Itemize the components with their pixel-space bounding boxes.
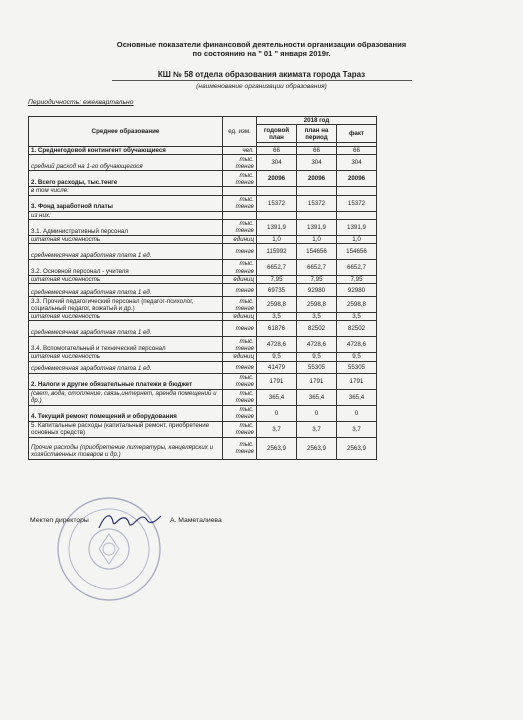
report-title: Основные показатели финансовой деятельности организации образования xyxy=(116,40,407,49)
row-value-v2 xyxy=(297,211,337,219)
row-label: (свет, вода, отопление, связь,интернет, аренда помещений и др.) xyxy=(29,389,223,405)
row-value-v1: 6652,7 xyxy=(257,260,297,276)
row-unit xyxy=(223,187,257,195)
row-label: среднемесячная заработная плата 1 ед. xyxy=(29,321,223,337)
row-unit: тыс. тенге xyxy=(223,337,257,353)
row-value-v3: 15372 xyxy=(337,195,377,211)
director-signature xyxy=(95,508,165,534)
row-label: средний расход на 1-го обучающегося xyxy=(29,155,223,171)
row-unit: тыс. тенге xyxy=(223,405,257,421)
row-label: 3. Фонд заработной платы xyxy=(29,195,223,211)
row-value-v3 xyxy=(337,211,377,219)
row-value-v2: 2598,8 xyxy=(297,297,337,313)
row-unit: тыс. тенге xyxy=(223,297,257,313)
row-label: в том числе: xyxy=(29,187,223,195)
report-date: по состоянию на " 01 " января 2019г. xyxy=(192,49,331,58)
row-value-v1: 1391,9 xyxy=(257,219,297,235)
row-value-v2: 92980 xyxy=(297,284,337,297)
row-value-v2: 365,4 xyxy=(297,389,337,405)
row-unit: тыс. тенге xyxy=(223,155,257,171)
row-value-v3: 9,5 xyxy=(337,353,377,361)
row-label: Прочие расходы (приобретение литературы, канцелярских и хозяйственных товаров и др.) xyxy=(29,437,223,459)
row-value-v1: 115992 xyxy=(257,244,297,260)
header-main: Среднее образование xyxy=(29,117,223,147)
table-row xyxy=(29,235,477,243)
table-row xyxy=(29,260,477,276)
row-value-v1: 20096 xyxy=(257,171,297,187)
row-value-v2 xyxy=(297,187,337,195)
periodicity-label: Периодичность: ежеквартально xyxy=(28,99,134,106)
row-value-v2: 3,5 xyxy=(297,313,337,321)
row-value-v1: 61876 xyxy=(257,321,297,337)
table-row xyxy=(29,211,477,219)
organization-caption: (наименование организации образования) xyxy=(196,83,327,90)
row-label: среднемесячная заработная плата 1 ед. xyxy=(29,361,223,373)
header-unit: ед. изм. xyxy=(223,117,257,147)
table-row xyxy=(29,361,477,373)
row-label: из них: xyxy=(29,211,223,219)
row-value-v2: 4728,6 xyxy=(297,337,337,353)
row-unit: чел. xyxy=(223,147,257,155)
row-value-v2: 20096 xyxy=(297,171,337,187)
row-value-v2: 1791 xyxy=(297,373,337,389)
table-row xyxy=(29,171,477,187)
row-label: 1. Среднегодовой контингент обучающиеся xyxy=(29,147,223,155)
table-row xyxy=(29,219,477,235)
row-unit: тыс. тенге xyxy=(223,389,257,405)
table-row xyxy=(29,437,477,459)
table-row xyxy=(29,147,477,155)
header-year: 2018 год xyxy=(257,117,377,125)
row-value-v3: 1,0 xyxy=(337,235,377,243)
row-value-v1: 304 xyxy=(257,155,297,171)
row-value-v2: 1,0 xyxy=(297,235,337,243)
row-value-v1: 4728,6 xyxy=(257,337,297,353)
table-row xyxy=(29,297,477,313)
director-name: А. Маметалиева xyxy=(170,517,222,524)
row-value-v1: 365,4 xyxy=(257,389,297,405)
row-value-v3: 3,5 xyxy=(337,313,377,321)
row-label: 3.1. Административный персонал xyxy=(29,219,223,235)
row-value-v3: 365,4 xyxy=(337,389,377,405)
row-unit: тенге xyxy=(223,321,257,337)
table-row xyxy=(29,313,477,321)
row-value-v1: 9,5 xyxy=(257,353,297,361)
table-row xyxy=(29,244,477,260)
table-row xyxy=(29,405,477,421)
row-value-v2: 66 xyxy=(297,147,337,155)
row-unit: тыс. тенге xyxy=(223,421,257,437)
row-unit: тенге xyxy=(223,244,257,260)
row-unit: тенге xyxy=(223,284,257,297)
table-row xyxy=(29,353,477,361)
row-label: штатная численность xyxy=(29,353,223,361)
row-value-v2: 6652,7 xyxy=(297,260,337,276)
row-value-v3: 304 xyxy=(337,155,377,171)
row-value-v3: 2598,8 xyxy=(337,297,377,313)
row-label: штатная численность xyxy=(29,313,223,321)
row-value-v2: 55305 xyxy=(297,361,337,373)
financial-table xyxy=(28,116,477,460)
row-value-v1 xyxy=(257,211,297,219)
row-unit: тенге xyxy=(223,361,257,373)
row-label: штатная численность xyxy=(29,235,223,243)
row-value-v3: 92980 xyxy=(337,284,377,297)
row-label: 2. Всего расходы, тыс.тенге xyxy=(29,171,223,187)
row-label: среднемесячная заработная плата 1 ед. xyxy=(29,284,223,297)
row-value-v2: 9,5 xyxy=(297,353,337,361)
row-value-v3: 6652,7 xyxy=(337,260,377,276)
row-unit: тыс. тенге xyxy=(223,373,257,389)
table-row xyxy=(29,389,477,405)
row-label: 3.3. Прочий педагогический персонал (педагог-психолог, социальный педагог, вожатый и др.) xyxy=(29,297,223,313)
row-value-v3 xyxy=(337,187,377,195)
row-unit: тыс. тенге xyxy=(223,260,257,276)
row-label: 5. Капитальные расходы (капитальный ремонт, приобретение основных средств) xyxy=(29,421,223,437)
table-row xyxy=(29,155,477,171)
row-label: штатная численность xyxy=(29,276,223,284)
organization-name: КШ № 58 отдела образования акимата города Тараз xyxy=(157,70,366,79)
row-value-v1: 1,0 xyxy=(257,235,297,243)
row-value-v2: 1391,9 xyxy=(297,219,337,235)
row-value-v3: 0 xyxy=(337,405,377,421)
row-value-v2: 7,95 xyxy=(297,276,337,284)
row-value-v2: 15372 xyxy=(297,195,337,211)
table-row xyxy=(29,284,477,297)
row-value-v1 xyxy=(257,187,297,195)
row-value-v3: 1791 xyxy=(337,373,377,389)
organization-underline xyxy=(112,80,412,81)
row-value-v1: 0 xyxy=(257,405,297,421)
row-value-v1: 66 xyxy=(257,147,297,155)
row-value-v2: 154656 xyxy=(297,244,337,260)
row-value-v3: 3,7 xyxy=(337,421,377,437)
row-value-v1: 41479 xyxy=(257,361,297,373)
row-value-v2: 0 xyxy=(297,405,337,421)
row-value-v2: 3,7 xyxy=(297,421,337,437)
table-row xyxy=(29,321,477,337)
row-label: 2. Налоги и другие обязательные платежи в бюджет xyxy=(29,373,223,389)
header-fact: факт xyxy=(337,125,377,143)
row-value-v3: 2563,9 xyxy=(337,437,377,459)
table-row xyxy=(29,421,477,437)
row-unit: тыс. тенге xyxy=(223,437,257,459)
table-row xyxy=(29,195,477,211)
row-value-v3: 1391,9 xyxy=(337,219,377,235)
row-value-v2: 2563,9 xyxy=(297,437,337,459)
table-row xyxy=(29,373,477,389)
row-value-v1: 15372 xyxy=(257,195,297,211)
header-plan: годовой план xyxy=(257,125,297,143)
table-row xyxy=(29,187,477,195)
row-unit xyxy=(223,211,257,219)
row-label: 3.2. Основной персонал - учителя xyxy=(29,260,223,276)
row-label: 3.4. Вспомогательный и технический персонал xyxy=(29,337,223,353)
row-value-v1: 69735 xyxy=(257,284,297,297)
row-value-v3: 55305 xyxy=(337,361,377,373)
row-unit: единиц xyxy=(223,353,257,361)
row-value-v1: 2563,9 xyxy=(257,437,297,459)
row-unit: единиц xyxy=(223,235,257,243)
row-value-v3: 4728,6 xyxy=(337,337,377,353)
table-row xyxy=(29,276,477,284)
row-unit: единиц xyxy=(223,276,257,284)
row-value-v3: 7,95 xyxy=(337,276,377,284)
header-period: план на период xyxy=(297,125,337,143)
row-value-v3: 82502 xyxy=(337,321,377,337)
row-value-v3: 154656 xyxy=(337,244,377,260)
row-value-v3: 20096 xyxy=(337,171,377,187)
row-value-v1: 3,5 xyxy=(257,313,297,321)
row-unit: единиц xyxy=(223,313,257,321)
row-label: 4. Текущий ремонт помещений и оборудования xyxy=(29,405,223,421)
row-value-v1: 1791 xyxy=(257,373,297,389)
row-value-v1: 7,95 xyxy=(257,276,297,284)
row-unit: тыс. тенге xyxy=(223,219,257,235)
row-value-v3: 66 xyxy=(337,147,377,155)
row-value-v2: 304 xyxy=(297,155,337,171)
director-position: Мектеп директоры xyxy=(30,517,89,524)
row-label: среднемесячная заработная плата 1 ед. xyxy=(29,244,223,260)
row-unit: тыс. тенге xyxy=(223,195,257,211)
row-value-v2: 82502 xyxy=(297,321,337,337)
row-value-v1: 2598,8 xyxy=(257,297,297,313)
row-value-v1: 3,7 xyxy=(257,421,297,437)
row-unit: тыс. тенге xyxy=(223,171,257,187)
table-row xyxy=(29,337,477,353)
